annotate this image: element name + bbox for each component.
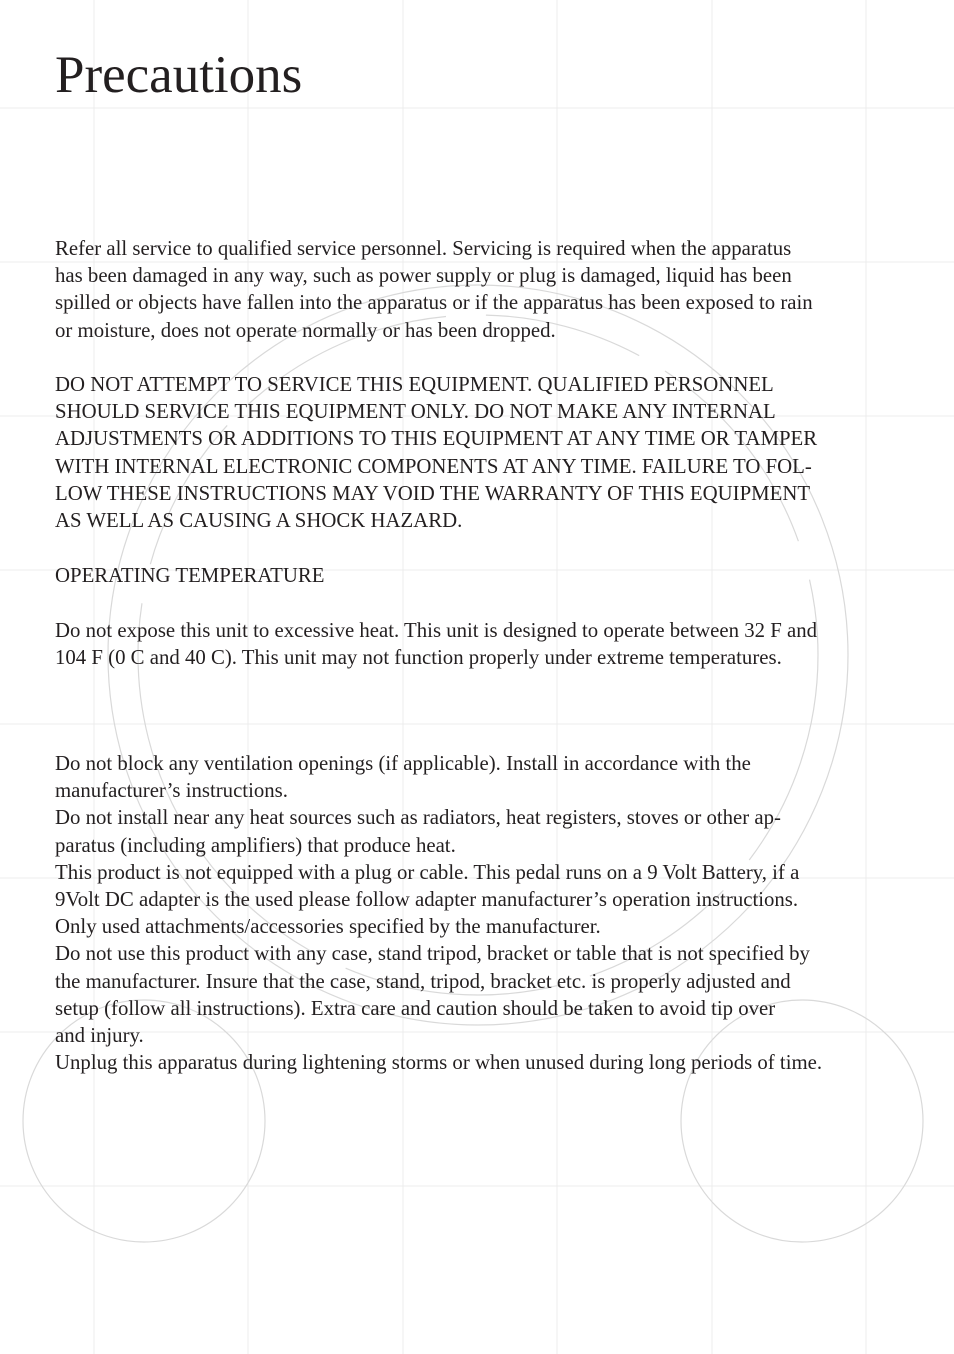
text-line: AS WELL AS CAUSING A SHOCK HAZARD. [55,509,463,533]
text-line: setup (follow all instructions). Extra care and caution should be taken to avoid tip over [55,996,776,1020]
text-line: spilled or objects have fallen into the apparatus or if the apparatus has been exposed to rain [55,291,813,315]
text-line: or moisture, does not operate normally or has been dropped. [55,318,556,342]
text-line: 9Volt DC adapter is the used please follow adapter manufacturer’s operation instructions. [55,888,799,912]
text-line: WITH INTERNAL ELECTRONIC COMPONENTS AT ANY TIME. FAILURE TO FOL- [55,454,812,478]
text-line: OPERATING TEMPERATURE [55,564,325,587]
text-line: This product is not equipped with a plug or cable. This pedal runs on a 9 Volt Battery, if a [55,860,800,884]
text-line: Refer all service to qualified service personnel. Servicing is required when the apparatus [55,237,792,260]
text-line: 104 F (0 C and 40 C). This unit may not function properly under extreme temperatures. [55,646,782,670]
text-line: DO NOT ATTEMPT TO SERVICE THIS EQUIPMENT. QUALIFIED PERSONNEL [55,373,774,396]
text-line: Do not install near any heat sources such as radiators, heat registers, stoves or other ap- [55,806,781,830]
text-line: Do not block any ventilation openings (if applicable). Install in accordance with the [55,752,751,775]
warning-paragraph [55,371,905,534]
instructions-paragraph [55,750,905,1076]
text-line: Do not use this product with any case, stand tripod, bracket or table that is not specified by [55,942,810,966]
text-line: ADJUSTMENTS OR ADDITIONS TO THIS EQUIPMENT AT ANY TIME OR TAMPER [55,427,818,451]
text-line: Only used attachments/accessories specified by the manufacturer. [55,915,601,939]
section-heading-operating-temperature [55,562,905,589]
text-line: Do not expose this unit to excessive heat. This unit is designed to operate between 32 F and [55,619,818,642]
text-line: LOW THESE INSTRUCTIONS MAY VOID THE WARRANTY OF THIS EQUIPMENT [55,481,811,505]
service-paragraph [55,235,905,344]
page-title: Precautions [55,46,303,104]
text-line: paratus (including amplifiers) that produce heat. [55,833,456,857]
text-line: the manufacturer. Insure that the case, stand, tripod, bracket etc. is properly adjusted and [55,969,791,993]
text-line: SHOULD SERVICE THIS EQUIPMENT ONLY. DO NOT MAKE ANY INTERNAL [55,400,776,424]
temperature-paragraph [55,617,905,671]
text-line: manufacturer’s instructions. [55,779,288,803]
text-line: and injury. [55,1024,144,1048]
text-line: has been damaged in any way, such as power supply or plug is damaged, liquid has been [55,264,792,288]
text-line: Unplug this apparatus during lightening storms or when unused during long periods of time. [55,1051,823,1075]
